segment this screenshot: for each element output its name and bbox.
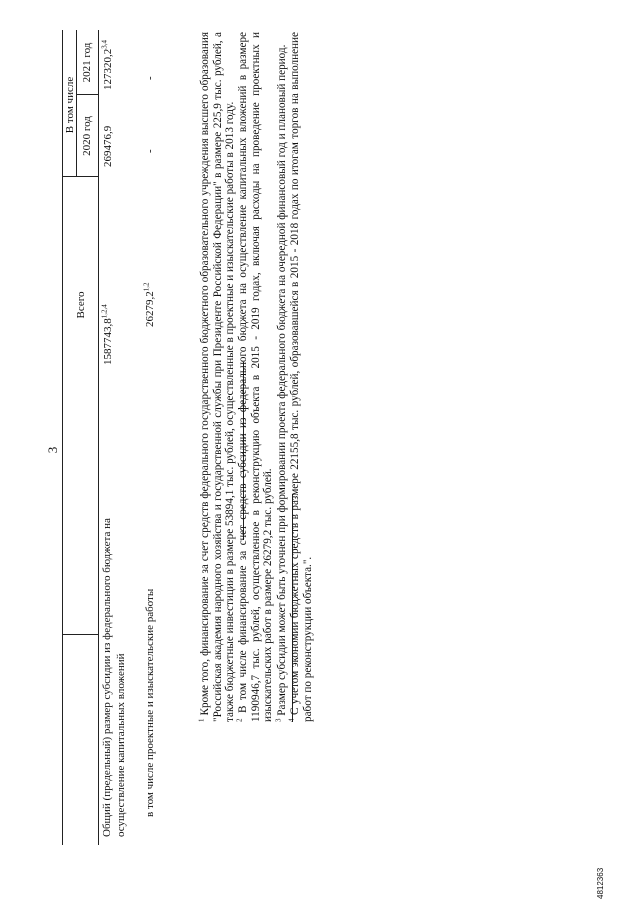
table-header-bottom-border bbox=[98, 30, 99, 845]
row1-label: Общий (предельный) размер субсидии из федерального бюджета на осуществление капитальных вложений bbox=[101, 518, 127, 837]
row2-2021: - bbox=[144, 76, 156, 80]
footnote-3: $^3$ Размер субсидии может быть уточнен при формировании проекта федерального бюджета на очередной финансовый год и плановый период. bbox=[274, 44, 288, 722]
row1-2021: 127320,2$^{3,4}$ bbox=[100, 40, 114, 90]
row1-2020: 269476,9 bbox=[102, 125, 114, 167]
document-id: 4812363 bbox=[596, 867, 605, 899]
header-year-2021: 2021 год bbox=[81, 42, 93, 83]
row2-label: в том числе проектные и изыскательские работы bbox=[144, 588, 156, 817]
row2-total: 26279,2$^{1,2}$ bbox=[142, 282, 156, 327]
footnote-4: $^4$ С учетом экономии бюджетных средств в размере 22155,8 тыс. рублей, образовавшейся в 2015 - 2018 годах по итогам торгов на выполнение работ по реконструкции объекта.". bbox=[287, 32, 314, 722]
footnote-2: $^2$ В том числе финансирование за счет средств субсидии из федерального бюджета на осуществление капитальных вложений в размере 1190946,7 тыс. рублей, осуществленное в реконструкцию объекта в 2015 - 2019 годах, включая расходы на проведение проектных и изыскательских работ в размере 26279,2 тыс. рублей. bbox=[235, 32, 275, 722]
header-year-2020: 2020 год bbox=[81, 116, 93, 156]
header-total: Всего bbox=[75, 291, 87, 319]
header-in-that: В том числе bbox=[64, 76, 76, 134]
footnote-1: $^1$ Кроме того, финансирование за счет средств федерального государственного бюджетного образовательного учреждения высшего образования "Российская академия народного хозяйства и государственной службы при Президенте Российской Федерации" в размере 225,9 тыс. рублей, а также бюджетные инвестиции в размере 53894,1 тыс. рублей, осуществленные в проектные и изыскательские работы в 2013 году. bbox=[197, 31, 237, 722]
page-number: 3 bbox=[45, 446, 60, 454]
table-col-divider-1 bbox=[62, 634, 98, 635]
row2-2020: - bbox=[144, 149, 156, 153]
row1-total: 1587743,8$^{1,2,4}$ bbox=[100, 304, 114, 365]
